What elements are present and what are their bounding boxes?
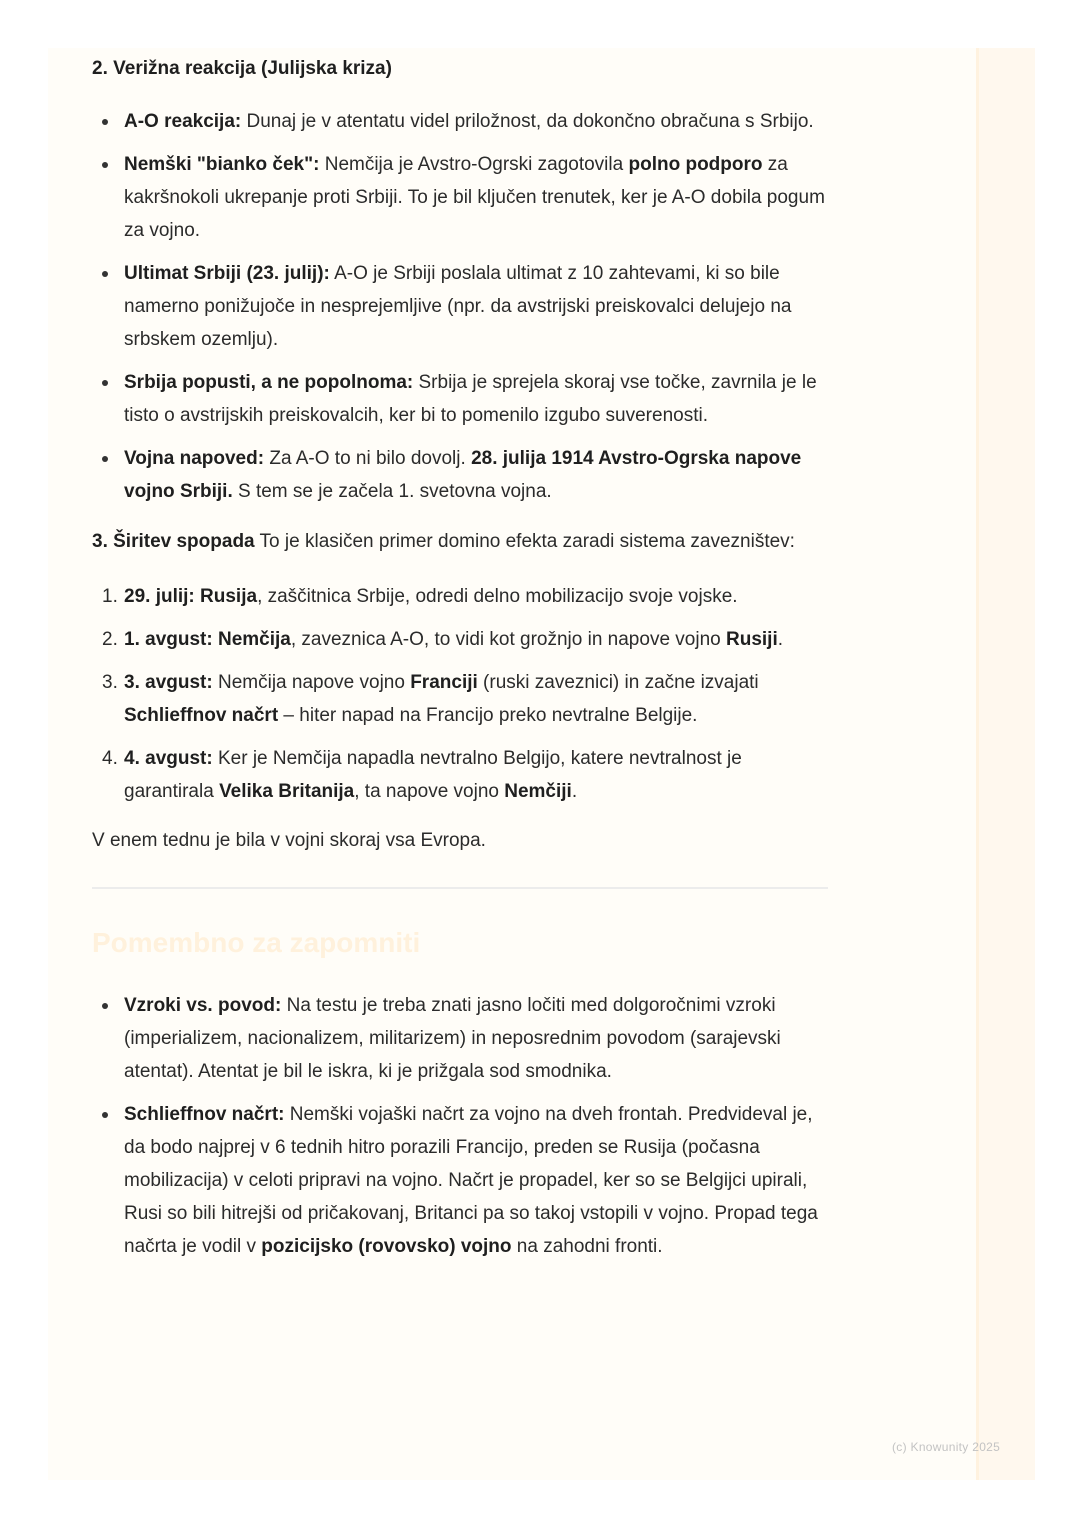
list-item: A-O reakcija: Dunaj je v atentatu videl priložnost, da dokončno obračuna s Srbijo. [92,105,828,138]
remember-heading: Pomembno za zapomniti [92,927,421,958]
document-content [92,52,828,1273]
section-intro-spread: 3. Širitev spopada To je klasičen primer domino efekta zaradi sistema zavezništev: [92,531,795,552]
remember-list [92,989,828,1263]
section-heading-chain-reaction: 2. Verižna reakcija (Julijska kriza) [92,58,392,79]
list-item: Schlieffnov načrt: Nemški vojaški načrt za vojno na dveh frontah. Predvideval je, da bodo najprej v 6 tednih hitro porazili Francijo, preden se Rusija (počasna mobilizacija) v celoti pripravi na vojno. Načrt je propadel, ker so se Belgijci upirali, Rusi so bili hitrejši od pričakovanj, Britanci pa so takoj vstopili v vojno. Propad tega načrta je vodil v pozicijsko (rovovsko) vojno na zahodni fronti. [92,1098,828,1263]
list-item: Vzroki vs. povod: Na testu je treba znati jasno ločiti med dolgoročnimi vzroki (imperializem, nacionalizem, militarizem) in neposrednim povodom (sarajevski atentat). Atentat je bil le iskra, ki je prižgala sod smodnika. [92,989,828,1088]
spread-timeline-list [92,580,828,808]
list-item: 4. 4. avgust: Ker je Nemčija napadla nevtralno Belgijo, katere nevtralnost je garantirala Velika Britanija, ta napove vojno Nemčiji. [102,748,742,802]
list-item: 1. 29. julij: Rusija, zaščitnica Srbije, odredi delno mobilizacijo svoje vojske. [102,586,738,607]
chain-reaction-list [92,105,828,508]
list-item: 2. 1. avgust: Nemčija, zaveznica A-O, to vidi kot grožnjo in napove vojno Rusiji. [102,629,784,650]
list-item: Srbija popusti, a ne popolnoma: Srbija je sprejela skoraj vse točke, zavrnila je le tisto o avstrijskih preiskovalcih, ker bi to pomenilo izgubo suverenosti. [92,366,828,432]
list-item: Ultimat Srbiji (23. julij): A-O je Srbiji poslala ultimat z 10 zahtevami, ki so bile namerno ponižujoče in nesprejemljive (npr. da avstrijski preiskovalci delujejo na srbskem ozemlju). [92,257,828,356]
list-item: Vojna napoved: Za A-O to ni bilo dovolj. 28. julija 1914 Avstro-Ogrska napove vojno Srbiji. S tem se je začela 1. svetovna vojna. [92,442,828,508]
section-divider [92,887,828,889]
decorative-side-strip [976,48,1035,1480]
copyright-footer: (c) Knowunity 2025 [892,1440,1001,1454]
list-item: Nemški "bianko ček": Nemčija je Avstro-Ogrski zagotovila polno podporo za kakršnokoli ukrepanje proti Srbiji. To je bil ključen trenutek, ker je A-O dobila pogum za vojno. [92,148,828,247]
closing-paragraph: V enem tednu je bila v vojni skoraj vsa Evropa. [92,830,486,851]
list-item: 3. 3. avgust: Nemčija napove vojno Franciji (ruski zaveznici) in začne izvajati Schlieffnov načrt – hiter napad na Francijo preko nevtralne Belgije. [102,672,759,726]
